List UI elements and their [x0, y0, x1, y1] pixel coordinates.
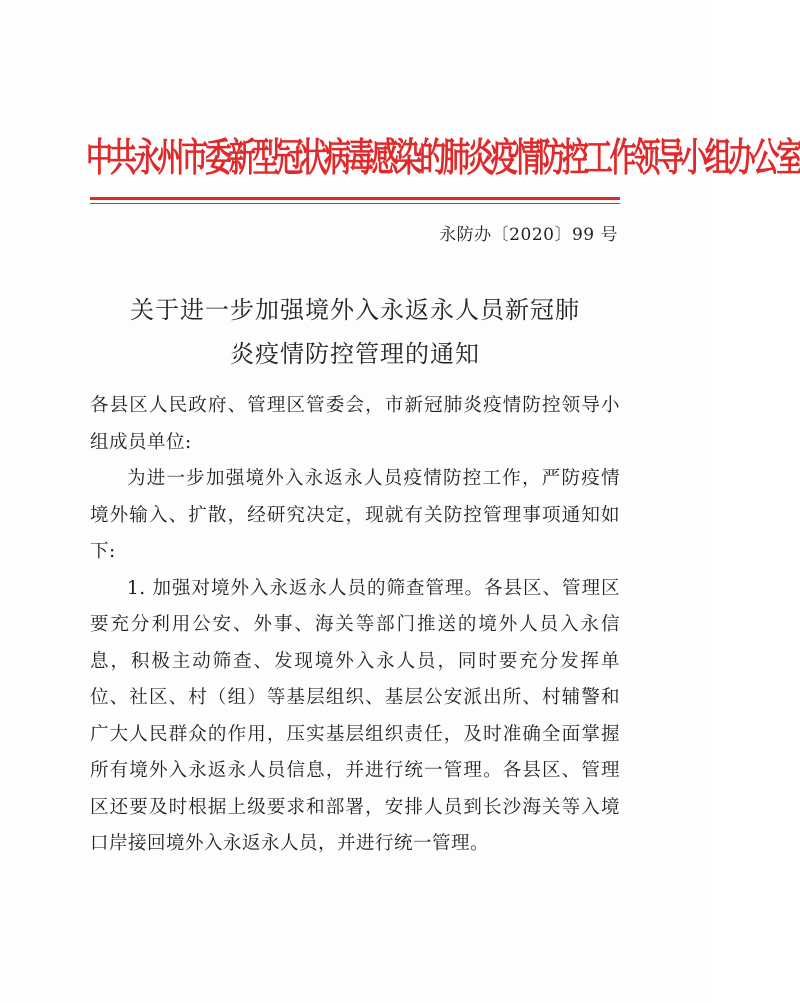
- document-number: 永防办〔2020〕99 号: [439, 225, 618, 245]
- item-1-paragraph: 1. 加强对境外入永返永人员的筛查管理。各县区、管理区要充分利用公安、外事、海关等部门推送的境外人员入永信息，积极主动筛查、发现境外入永人员，同时要充分发挥单位、社区、村（组）等基层组织、基层公安派出所、村辅警和广大人民群众的作用，压实基层组织责任，及时准确全面掌握所有境外入永返永人员信息，并进行统一管理。各县区、管理区还要及时根据上级要求和部署，安排人员到长沙海关等入境口岸接回境外入永返永人员，并进行统一管理。: [90, 577, 620, 854]
- document-title-line-1: 关于进一步加强境外入永返永人员新冠肺: [130, 296, 580, 324]
- red-divider-thick: [90, 197, 620, 200]
- document-title: [90, 288, 620, 376]
- document-title-line-2: 炎疫情防控管理的通知: [230, 340, 480, 368]
- document-body: [90, 388, 620, 863]
- issuing-organization-header: 中共永州市委新型冠状病毒感染的肺炎疫情防控工作领导小组办公室: [86, 136, 800, 182]
- addressee-paragraph: 各县区人民政府、管理区管委会，市新冠肺炎疫情防控领导小组成员单位:: [90, 395, 620, 453]
- red-divider-thin: [90, 203, 620, 204]
- intro-paragraph: 为进一步加强境外入永返永人员疫情防控工作，严防疫情境外输入、扩散，经研究决定，现就有关防控管理事项通知如下:: [90, 468, 620, 562]
